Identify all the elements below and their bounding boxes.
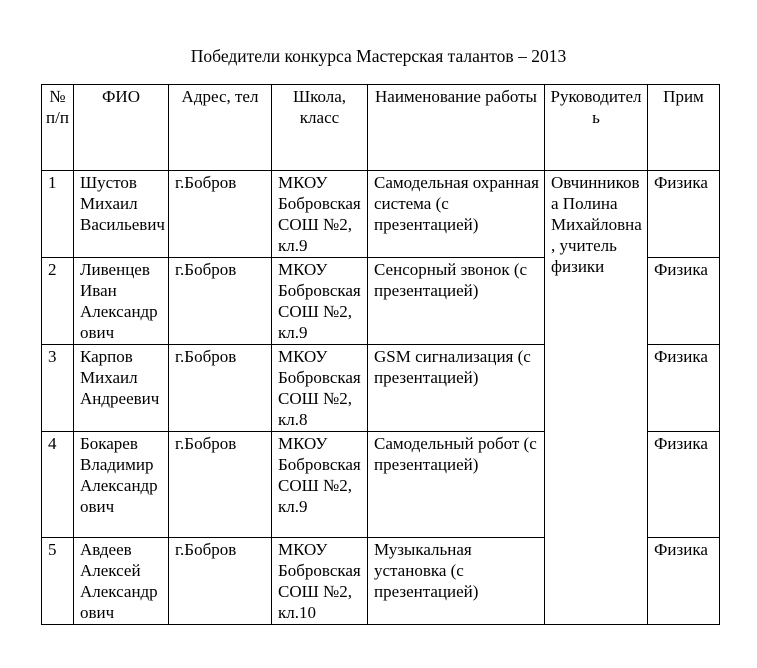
cell-work: Самодельный робот (с презентацией)	[368, 432, 545, 538]
cell-num: 5	[42, 538, 74, 625]
cell-note: Физика	[648, 258, 720, 345]
cell-work: Самодельная охранная система (с презентацией)	[368, 171, 545, 258]
table-row	[42, 171, 720, 258]
document-title: Победители конкурса Мастерская талантов – 2013	[190, 46, 567, 66]
cell-num: 3	[42, 345, 74, 432]
cell-note: Физика	[648, 538, 720, 625]
cell-address: г.Бобров	[169, 171, 272, 258]
winners-table	[41, 84, 720, 625]
cell-fio: Карпов Михаил Андреевич	[74, 345, 169, 432]
header-address: Адрес, тел	[169, 85, 272, 171]
cell-num: 1	[42, 171, 74, 258]
cell-fio: Бокарев Владимир Александрович	[74, 432, 169, 538]
cell-note: Физика	[648, 345, 720, 432]
header-school: Школа, класс	[272, 85, 368, 171]
cell-school: МКОУ Бобровская СОШ №2, кл.9	[272, 258, 368, 345]
header-fio: ФИО	[74, 85, 169, 171]
cell-fio: Авдеев Алексей Александрович	[74, 538, 169, 625]
cell-work: Сенсорный звонок (с презентацией)	[368, 258, 545, 345]
cell-work: Музыкальная установка (с презентацией)	[368, 538, 545, 625]
cell-school: МКОУ Бобровская СОШ №2, кл.10	[272, 538, 368, 625]
cell-address: г.Бобров	[169, 345, 272, 432]
cell-work: GSM сигнализация (с презентацией)	[368, 345, 545, 432]
cell-address: г.Бобров	[169, 538, 272, 625]
cell-school: МКОУ Бобровская СОШ №2, кл.9	[272, 432, 368, 538]
cell-school: МКОУ Бобровская СОШ №2, кл.8	[272, 345, 368, 432]
header-num: № п/п	[42, 85, 74, 171]
cell-school: МКОУ Бобровская СОШ №2, кл.9	[272, 171, 368, 258]
cell-curator: Овчинникова Полина Михайловна, учитель физики	[545, 171, 648, 625]
header-note: Прим	[648, 85, 720, 171]
cell-note: Физика	[648, 432, 720, 538]
table-header-row	[42, 85, 720, 171]
header-work: Наименование работы	[368, 85, 545, 171]
cell-fio: Ливенцев Иван Александрович	[74, 258, 169, 345]
cell-address: г.Бобров	[169, 432, 272, 538]
cell-address: г.Бобров	[169, 258, 272, 345]
cell-fio: Шустов Михаил Васильевич	[74, 171, 169, 258]
cell-num: 4	[42, 432, 74, 538]
header-curator: Руководитель	[545, 85, 648, 171]
cell-num: 2	[42, 258, 74, 345]
cell-note: Физика	[648, 171, 720, 258]
